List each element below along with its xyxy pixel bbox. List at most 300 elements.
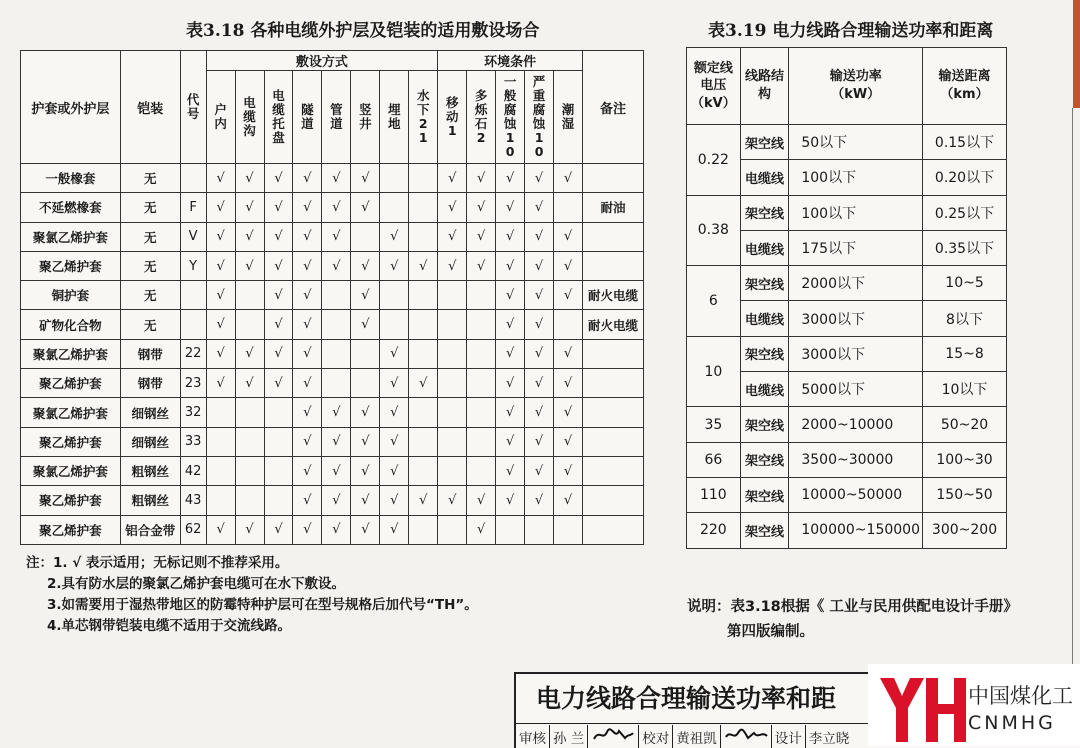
suitability-mark: √ — [206, 164, 235, 193]
row-remark — [583, 222, 644, 251]
row-voltage: 35 — [687, 407, 741, 442]
suitability-mark — [438, 456, 467, 485]
review-signature — [588, 727, 638, 747]
explanation-line-2: 第四版编制。 — [727, 624, 814, 640]
suitability-mark: √ — [293, 251, 322, 280]
suitability-mark: √ — [206, 515, 235, 544]
suitability-mark: √ — [380, 339, 409, 368]
table-row — [687, 513, 1007, 548]
header-distance: 输送距离（km） — [923, 48, 1007, 125]
row-structure: 架空线 — [740, 442, 789, 477]
check-name: 黄祖凯 — [676, 730, 717, 747]
table-318-caption: 表3.18 各种电缆外护层及铠装的适用敷设场合 — [186, 21, 540, 41]
row-armor: 细钢丝 — [120, 398, 180, 427]
row-code: 42 — [180, 456, 206, 485]
suitability-mark — [235, 310, 264, 339]
note-1: 注：1. √ 表示适用；无标记则不推荐采用。 — [26, 555, 289, 571]
suitability-mark: √ — [496, 310, 525, 339]
row-structure: 电缆线 — [740, 301, 789, 336]
row-distance: 100~30 — [923, 442, 1007, 477]
row-armor: 无 — [120, 193, 180, 222]
suitability-mark — [380, 164, 409, 193]
suitability-mark: √ — [525, 281, 554, 310]
suitability-mark — [322, 339, 351, 368]
table-row — [687, 266, 1007, 301]
table-319-caption: 表3.19 电力线路合理输送功率和距离 — [708, 21, 994, 41]
table-row — [687, 477, 1007, 512]
suitability-mark: √ — [235, 251, 264, 280]
suitability-mark: √ — [264, 310, 293, 339]
logo-watermark — [868, 664, 1080, 746]
table-row — [21, 369, 644, 398]
suitability-mark — [438, 398, 467, 427]
suitability-mark — [351, 369, 380, 398]
suitability-mark: √ — [380, 251, 409, 280]
page-edge-line — [1072, 108, 1073, 664]
header-col-5: 竖井 — [351, 71, 380, 164]
suitability-mark: √ — [496, 456, 525, 485]
header-col-8: 移动1 — [438, 71, 467, 164]
suitability-mark: √ — [293, 456, 322, 485]
suitability-mark: √ — [554, 456, 583, 485]
header-col-6: 埋地 — [380, 71, 409, 164]
suitability-mark: √ — [351, 398, 380, 427]
suitability-mark: √ — [235, 339, 264, 368]
suitability-mark: √ — [380, 398, 409, 427]
page-edge-tab — [1073, 0, 1080, 108]
row-power: 50以下 — [789, 125, 923, 160]
suitability-mark: √ — [525, 398, 554, 427]
row-sheath: 聚氯乙烯护套 — [21, 222, 121, 251]
row-armor: 无 — [120, 281, 180, 310]
row-code: 22 — [180, 339, 206, 368]
row-armor: 无 — [120, 251, 180, 280]
suitability-mark: √ — [206, 222, 235, 251]
drawing-title: 电力线路合理输送功率和距 — [516, 674, 1080, 724]
row-structure: 电缆线 — [740, 160, 789, 195]
row-code: 43 — [180, 486, 206, 515]
check-label: 校对 — [642, 730, 670, 747]
suitability-mark: √ — [206, 369, 235, 398]
suitability-mark: √ — [554, 369, 583, 398]
suitability-mark — [467, 339, 496, 368]
table-row — [687, 442, 1007, 477]
row-structure: 架空线 — [740, 336, 789, 371]
table-row — [21, 164, 644, 193]
suitability-mark — [264, 486, 293, 515]
header-armor: 铠装 — [120, 51, 180, 164]
suitability-mark — [467, 398, 496, 427]
suitability-mark — [467, 369, 496, 398]
suitability-mark — [235, 427, 264, 456]
suitability-mark: √ — [380, 427, 409, 456]
header-col-4: 管道 — [322, 71, 351, 164]
row-code: 32 — [180, 398, 206, 427]
row-power: 3500~30000 — [789, 442, 923, 477]
suitability-mark — [438, 515, 467, 544]
row-power: 3000以下 — [789, 336, 923, 371]
header-col-10: 一般腐蚀10 — [496, 71, 525, 164]
row-sheath: 聚氯乙烯护套 — [21, 456, 121, 485]
header-col-9: 多烁石2 — [467, 71, 496, 164]
row-remark — [583, 515, 644, 544]
suitability-mark: √ — [351, 281, 380, 310]
suitability-mark: √ — [525, 310, 554, 339]
suitability-mark: √ — [206, 193, 235, 222]
header-col-11: 严重腐蚀10 — [525, 71, 554, 164]
note-4: 4.单芯钢带铠装电缆不适用于交流线路。 — [47, 618, 292, 634]
suitability-mark: √ — [438, 251, 467, 280]
row-voltage: 110 — [687, 477, 741, 512]
signature-row — [516, 725, 852, 748]
suitability-mark: √ — [322, 398, 351, 427]
suitability-mark — [322, 281, 351, 310]
row-distance: 8以下 — [923, 301, 1007, 336]
suitability-mark — [409, 164, 438, 193]
suitability-mark: √ — [554, 164, 583, 193]
suitability-mark — [438, 281, 467, 310]
suitability-mark: √ — [554, 398, 583, 427]
suitability-mark — [409, 456, 438, 485]
suitability-mark — [235, 281, 264, 310]
row-power: 2000~10000 — [789, 407, 923, 442]
row-power: 175以下 — [789, 230, 923, 265]
table-row — [687, 195, 1007, 230]
suitability-mark — [322, 310, 351, 339]
suitability-mark: √ — [351, 310, 380, 339]
suitability-mark: √ — [293, 281, 322, 310]
suitability-mark: √ — [264, 369, 293, 398]
row-sheath: 一般橡套 — [21, 164, 121, 193]
row-distance: 300~200 — [923, 513, 1007, 548]
row-sheath: 聚乙烯护套 — [21, 486, 121, 515]
header-col-7: 水下21 — [409, 71, 438, 164]
suitability-mark: √ — [351, 193, 380, 222]
suitability-mark: √ — [351, 251, 380, 280]
suitability-mark: √ — [322, 193, 351, 222]
suitability-mark: √ — [525, 222, 554, 251]
suitability-mark: √ — [467, 193, 496, 222]
suitability-mark: √ — [322, 164, 351, 193]
suitability-mark — [409, 193, 438, 222]
suitability-mark: √ — [496, 281, 525, 310]
suitability-mark: √ — [380, 515, 409, 544]
row-distance: 15~8 — [923, 336, 1007, 371]
suitability-mark: √ — [293, 193, 322, 222]
suitability-mark — [467, 281, 496, 310]
suitability-mark: √ — [293, 369, 322, 398]
suitability-mark — [206, 486, 235, 515]
row-structure: 架空线 — [740, 407, 789, 442]
row-armor: 无 — [120, 164, 180, 193]
suitability-mark: √ — [351, 486, 380, 515]
suitability-mark: √ — [467, 222, 496, 251]
row-code — [180, 164, 206, 193]
header-code: 代号 — [180, 51, 206, 164]
header-col-12: 潮湿 — [554, 71, 583, 164]
row-voltage: 0.38 — [687, 195, 741, 266]
row-sheath: 聚乙烯护套 — [21, 515, 121, 544]
suitability-mark: √ — [525, 486, 554, 515]
row-distance: 150~50 — [923, 477, 1007, 512]
suitability-mark: √ — [264, 339, 293, 368]
row-power: 100以下 — [789, 160, 923, 195]
explanation-line-1: 说明：表3.18根据《 工业与民用供配电设计手册》 — [687, 599, 1018, 615]
row-sheath: 聚乙烯护套 — [21, 251, 121, 280]
suitability-mark: √ — [322, 222, 351, 251]
row-code: 33 — [180, 427, 206, 456]
suitability-mark: √ — [496, 369, 525, 398]
suitability-mark — [235, 486, 264, 515]
row-armor: 细钢丝 — [120, 427, 180, 456]
header-env: 环境条件 — [438, 51, 583, 71]
suitability-mark: √ — [496, 222, 525, 251]
suitability-mark: √ — [206, 339, 235, 368]
row-remark: 耐火电缆 — [583, 310, 644, 339]
note-3: 3.如需要用于湿热带地区的防霉特种护层可在型号规格后加代号“TH”。 — [47, 597, 478, 613]
row-voltage: 6 — [687, 266, 741, 337]
suitability-mark: √ — [293, 222, 322, 251]
header-voltage: 额定线电压（kV） — [687, 48, 741, 125]
suitability-mark: √ — [525, 456, 554, 485]
suitability-mark: √ — [293, 164, 322, 193]
suitability-mark — [351, 339, 380, 368]
suitability-mark: √ — [322, 486, 351, 515]
table-row — [21, 456, 644, 485]
table-row — [21, 339, 644, 368]
suitability-mark — [264, 398, 293, 427]
header-structure: 线路结构 — [740, 48, 789, 125]
suitability-mark — [438, 310, 467, 339]
suitability-mark: √ — [525, 164, 554, 193]
table-row — [21, 427, 644, 456]
table-row — [21, 310, 644, 339]
suitability-mark: √ — [264, 281, 293, 310]
table-row — [687, 336, 1007, 371]
suitability-mark — [496, 515, 525, 544]
row-sheath: 矿物化合物 — [21, 310, 121, 339]
row-remark — [583, 427, 644, 456]
suitability-mark — [467, 427, 496, 456]
suitability-mark: √ — [496, 164, 525, 193]
row-armor: 无 — [120, 222, 180, 251]
suitability-mark: √ — [380, 486, 409, 515]
row-structure: 架空线 — [740, 195, 789, 230]
suitability-mark: √ — [525, 339, 554, 368]
suitability-mark — [409, 515, 438, 544]
suitability-mark: √ — [264, 193, 293, 222]
row-distance: 10~5 — [923, 266, 1007, 301]
suitability-mark: √ — [264, 164, 293, 193]
suitability-mark: √ — [409, 486, 438, 515]
suitability-mark: √ — [525, 369, 554, 398]
suitability-mark — [554, 310, 583, 339]
row-sheath: 聚乙烯护套 — [21, 427, 121, 456]
suitability-mark: √ — [496, 339, 525, 368]
suitability-mark: √ — [438, 164, 467, 193]
row-voltage: 0.22 — [687, 125, 741, 196]
row-sheath: 聚氯乙烯护套 — [21, 339, 121, 368]
row-sheath: 不延燃橡套 — [21, 193, 121, 222]
note-2: 2.具有防水层的聚氯乙烯护套电缆可在水下敷设。 — [47, 576, 346, 592]
table-row — [21, 281, 644, 310]
suitability-mark: √ — [467, 486, 496, 515]
row-remark — [583, 251, 644, 280]
table-row — [21, 515, 644, 544]
table-row — [21, 398, 644, 427]
design-label: 设计 — [774, 730, 802, 747]
suitability-mark — [235, 456, 264, 485]
row-distance: 0.35以下 — [923, 230, 1007, 265]
header-sheath: 护套或外护层 — [21, 51, 121, 164]
review-name: 孙 兰 — [553, 730, 585, 747]
row-power: 10000~50000 — [789, 477, 923, 512]
suitability-mark — [322, 369, 351, 398]
suitability-mark: √ — [235, 193, 264, 222]
row-remark — [583, 339, 644, 368]
suitability-mark — [409, 281, 438, 310]
suitability-mark: √ — [293, 339, 322, 368]
suitability-mark: √ — [496, 427, 525, 456]
table-319 — [686, 47, 1007, 549]
check-signature — [721, 727, 771, 747]
row-sheath: 铜护套 — [21, 281, 121, 310]
row-power: 5000以下 — [789, 372, 923, 407]
suitability-mark: √ — [496, 398, 525, 427]
row-voltage: 220 — [687, 513, 741, 548]
suitability-mark: √ — [264, 515, 293, 544]
suitability-mark: √ — [293, 486, 322, 515]
suitability-mark: √ — [293, 310, 322, 339]
table-row — [21, 251, 644, 280]
header-power: 输送功率（kW） — [789, 48, 923, 125]
suitability-mark: √ — [351, 164, 380, 193]
suitability-mark — [264, 427, 293, 456]
suitability-mark: √ — [438, 222, 467, 251]
suitability-mark — [206, 456, 235, 485]
row-distance: 0.20以下 — [923, 160, 1007, 195]
suitability-mark: √ — [235, 222, 264, 251]
suitability-mark: √ — [322, 427, 351, 456]
table-318 — [20, 50, 644, 545]
suitability-mark: √ — [554, 339, 583, 368]
row-voltage: 10 — [687, 336, 741, 407]
suitability-mark: √ — [496, 193, 525, 222]
suitability-mark: √ — [264, 222, 293, 251]
suitability-mark: √ — [380, 456, 409, 485]
suitability-mark — [235, 398, 264, 427]
suitability-mark: √ — [554, 427, 583, 456]
row-distance: 0.15以下 — [923, 125, 1007, 160]
row-remark — [583, 369, 644, 398]
suitability-mark — [438, 427, 467, 456]
row-remark — [583, 398, 644, 427]
row-distance: 0.25以下 — [923, 195, 1007, 230]
row-voltage: 66 — [687, 442, 741, 477]
suitability-mark: √ — [525, 193, 554, 222]
suitability-mark — [409, 339, 438, 368]
row-distance: 50~20 — [923, 407, 1007, 442]
suitability-mark — [438, 339, 467, 368]
suitability-mark: √ — [467, 515, 496, 544]
row-code — [180, 310, 206, 339]
suitability-mark: √ — [525, 251, 554, 280]
header-col-0: 户内 — [206, 71, 235, 164]
logo-text-en: CNMHG — [968, 712, 1056, 734]
row-power: 100000~150000 — [789, 513, 923, 548]
row-code: 23 — [180, 369, 206, 398]
suitability-mark: √ — [380, 222, 409, 251]
suitability-mark — [380, 281, 409, 310]
suitability-mark — [380, 193, 409, 222]
row-power: 100以下 — [789, 195, 923, 230]
review-label: 审核 — [519, 730, 546, 747]
row-armor: 铝合金带 — [120, 515, 180, 544]
suitability-mark: √ — [496, 251, 525, 280]
suitability-mark: √ — [235, 515, 264, 544]
row-remark — [583, 486, 644, 515]
row-structure: 架空线 — [740, 513, 789, 548]
suitability-mark — [525, 515, 554, 544]
row-armor: 钢带 — [120, 369, 180, 398]
suitability-mark: √ — [409, 369, 438, 398]
header-remark: 备注 — [583, 51, 644, 164]
header-laying: 敷设方式 — [206, 51, 438, 71]
suitability-mark: √ — [409, 251, 438, 280]
row-armor: 粗钢丝 — [120, 486, 180, 515]
row-structure: 架空线 — [740, 477, 789, 512]
suitability-mark — [206, 398, 235, 427]
suitability-mark: √ — [351, 427, 380, 456]
logo-text-cn: 中国煤化工 — [968, 684, 1073, 708]
suitability-mark — [206, 427, 235, 456]
row-sheath: 聚乙烯护套 — [21, 369, 121, 398]
row-armor: 粗钢丝 — [120, 456, 180, 485]
row-remark — [583, 456, 644, 485]
suitability-mark — [554, 193, 583, 222]
suitability-mark: √ — [206, 281, 235, 310]
suitability-mark: √ — [206, 251, 235, 280]
suitability-mark: √ — [467, 164, 496, 193]
suitability-mark — [554, 515, 583, 544]
suitability-mark: √ — [235, 369, 264, 398]
row-code: V — [180, 222, 206, 251]
suitability-mark: √ — [235, 164, 264, 193]
row-remark: 耐火电缆 — [583, 281, 644, 310]
suitability-mark: √ — [293, 427, 322, 456]
row-distance: 10以下 — [923, 372, 1007, 407]
suitability-mark: √ — [293, 515, 322, 544]
suitability-mark: √ — [525, 427, 554, 456]
row-power: 3000以下 — [789, 301, 923, 336]
table-row — [21, 193, 644, 222]
suitability-mark — [264, 456, 293, 485]
table-318-notes — [26, 553, 478, 637]
explanation — [687, 595, 1018, 645]
suitability-mark — [409, 310, 438, 339]
suitability-mark: √ — [351, 515, 380, 544]
row-code: Y — [180, 251, 206, 280]
row-remark: 耐油 — [583, 193, 644, 222]
suitability-mark — [438, 369, 467, 398]
suitability-mark: √ — [264, 251, 293, 280]
row-sheath: 聚氯乙烯护套 — [21, 398, 121, 427]
design-name: 李立晓 — [808, 730, 850, 747]
logo-mark-icon — [878, 674, 968, 744]
row-armor: 无 — [120, 310, 180, 339]
table-row — [21, 222, 644, 251]
row-remark — [583, 164, 644, 193]
